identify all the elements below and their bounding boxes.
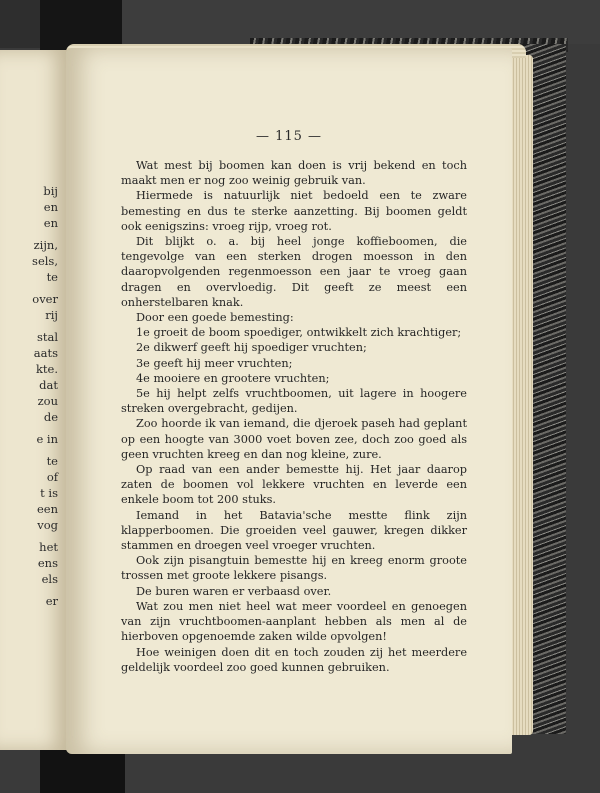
left-page-fragment: e in bbox=[36, 432, 58, 446]
paragraph: Iemand in het Batavia'sche mestte flink zijn klapperboomen. Die groeiden veel gauwer, kregen dikker stammen en droegen veel vroeger vruchten. bbox=[121, 508, 467, 553]
left-page-fragment: els bbox=[41, 572, 58, 586]
paragraph: Ook zijn pisangtuin bemestte hij en kreeg enorm groote trossen met groote lekkere pisangs. bbox=[121, 554, 467, 583]
paragraph: Hiermede is natuurlijk niet bedoeld een te zware bemesting en dus te sterke aanzetting. Bij boomen geldt ook eenigszins: vroeg rijp, vroeg rot. bbox=[121, 189, 467, 233]
background-bottom-dark bbox=[40, 748, 125, 793]
list-item: 3e geeft hij meer vruchten; bbox=[136, 356, 293, 370]
paragraph: Op raad van een ander bemestte hij. Het jaar daarop zaten de boomen vol lekkere vruchten en leverde een enkele boom tot 200 stuks. bbox=[121, 463, 467, 507]
left-page-fragment: en bbox=[43, 200, 58, 214]
page-number: — 115 — bbox=[255, 129, 323, 144]
paragraph: Door een goede bemesting: bbox=[136, 311, 294, 325]
left-page-fragment: zijn, bbox=[33, 238, 58, 252]
left-page-fragment: of bbox=[46, 470, 58, 484]
list-item: 1e groeit de boom spoediger, ontwikkelt zich krachtiger; bbox=[136, 326, 462, 340]
left-page-fragment: en bbox=[43, 216, 58, 230]
background-top-left bbox=[0, 0, 40, 48]
paragraph: Hoe weinigen doen dit en toch zouden zij het meerdere geldelijk voordeel zoo goed kunnen gebruiken. bbox=[121, 645, 467, 674]
left-page-fragment: bij bbox=[43, 184, 58, 198]
left-page-fragment: sels, bbox=[32, 254, 58, 268]
page-body bbox=[121, 158, 467, 675]
paragraph: Wat mest bij boomen kan doen is vrij bekend en toch maakt men er nog zoo weinig gebruik van. bbox=[121, 159, 467, 188]
paragraph: De buren waren er verbaasd over. bbox=[136, 584, 332, 598]
list-item: 5e hij helpt zelfs vruchtboomen, uit lagere in hoogere streken overgebracht, gedijen. bbox=[121, 387, 467, 416]
list-item: 2e dikwerf geeft hij spoediger vruchten; bbox=[136, 341, 367, 355]
left-page-fragment: t is bbox=[40, 486, 58, 500]
list-item: 4e mooiere en grootere vruchten; bbox=[136, 371, 330, 385]
left-page-fragment: te bbox=[46, 270, 58, 284]
paragraph: Zoo hoorde ik van iemand, die djeroek paseh had geplant op een hoogte van 3000 voet boven zee, doch zoo goed als geen vruchten kreeg en dan nog kleine, zure. bbox=[121, 417, 467, 461]
left-page-fragment: de bbox=[43, 410, 58, 424]
left-page-fragment: stal bbox=[36, 330, 58, 344]
left-page-fragment: het bbox=[39, 540, 58, 554]
left-page bbox=[0, 50, 70, 750]
left-page-fragment: te bbox=[46, 454, 58, 468]
left-page-fragment: vog bbox=[37, 518, 58, 532]
left-page-fragment: kte. bbox=[35, 362, 58, 376]
paragraph: Dit blijkt o. a. bij heel jonge koffieboomen, die tengevolge van een sterken drogen moesson in den daaropvolgenden regenmoesson een jaar te vroeg gaan dragen en overvloedig. Dit geeft ze meest een onherstelbaren knak. bbox=[121, 235, 467, 309]
left-page-fragment: aats bbox=[33, 346, 58, 360]
left-page-fragment: rij bbox=[45, 308, 58, 322]
left-page-fragment: zou bbox=[37, 394, 58, 408]
paragraph: Wat zou men niet heel wat meer voordeel en genoegen van zijn vruchtboomen-aanplant hebben als men al de hierboven opgenoemde zaken wilde opvolgen! bbox=[121, 599, 467, 644]
left-page-fragment: er bbox=[45, 594, 58, 608]
left-page-fragment: een bbox=[36, 502, 58, 516]
left-page-fragment: ens bbox=[37, 556, 58, 570]
left-page-fragment: dat bbox=[39, 378, 58, 392]
left-page-fragment: over bbox=[32, 292, 58, 306]
